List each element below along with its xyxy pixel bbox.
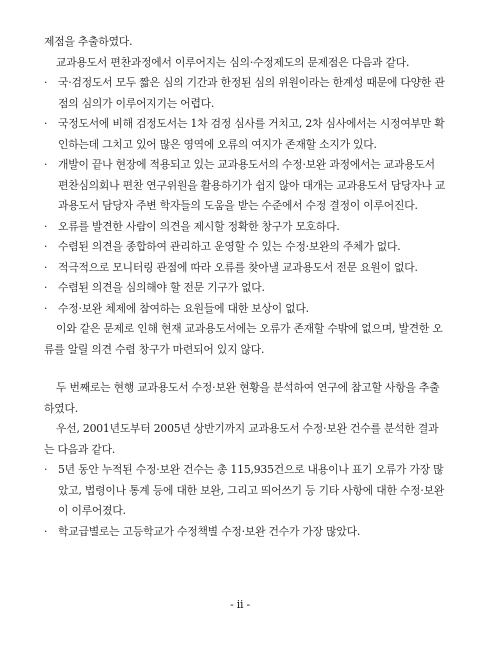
page-number: - ii -	[230, 598, 250, 611]
bullet-text: 적극적으로 모니터링 관점에 따라 오류를 찾아낼 교과용도서 전문 요원이 없다.	[58, 260, 418, 274]
bullet-icon: ·	[44, 117, 48, 130]
bullet-icon: ·	[44, 158, 48, 171]
bullet-text: 오류를 발견한 사람이 의견을 제시할 정확한 창구가 모호하다.	[58, 219, 340, 233]
bullet-text: 국정도서에 비해 검정도서는 1차 검정 심사를 거치고, 2차 심사에서는 시정여부만 확인하는데 그치고 있어 많은 영역에 오류의 여지가 존재할 소지가 있다.	[58, 117, 445, 151]
bullet-item	[44, 217, 448, 238]
bullet-icon: ·	[44, 301, 48, 315]
paragraph: 이와 같은 문제로 인해 현재 교과용도서에는 오류가 존재할 수밖에 없으며, 발견한 오류를 알릴 의견 수렴 창구가 마련되어 있지 않다.	[44, 322, 443, 356]
bullet-item	[44, 299, 448, 320]
paragraph: 우선, 2001년도부터 2005년 상반기까지 교과용도서 수정·보완 건수를 분석한 결과는 다음과 같다.	[44, 422, 439, 456]
bullet-icon: ·	[44, 240, 48, 253]
bullet-text: 국·검정도서 모두 짧은 심의 기간과 한정된 심의 위원이라는 한계성 때문에 다양한 관점의 심의가 이루어지기는 어렵다.	[58, 76, 445, 110]
bullet-icon: ·	[44, 524, 48, 538]
bullet-item	[44, 278, 448, 299]
paragraph: 교과용도서 편찬과정에서 이루어지는 심의·수정제도의 문제점은 다음과 같다.	[56, 55, 410, 69]
bullet-text: 수정·보완 체제에 참여하는 요원들에 대한 보상이 없다.	[58, 301, 309, 315]
bullet-icon: ·	[44, 219, 48, 233]
bullet-item	[44, 460, 448, 522]
section-gap	[44, 360, 448, 378]
bullet-item	[44, 73, 448, 114]
bullet-item	[44, 237, 448, 258]
bullet-text: 수렴된 의견을 심의해야 할 전문 기구가 없다.	[58, 281, 265, 294]
bullet-text: 학교급별로는 고등학교가 수정책별 수정·보완 건수가 가장 많았다.	[58, 524, 361, 538]
bullet-item	[44, 522, 448, 543]
bullet-icon: ·	[44, 260, 48, 274]
bullet-text: 수렴된 의견을 종합하여 관리하고 운영할 수 있는 수정·보완의 주체가 없다.	[58, 240, 401, 253]
bullet-item	[44, 155, 448, 217]
bullet-text: 개발이 끝나 현장에 적용되고 있는 교과용도서의 수정·보완 과정에서는 교과용도서 편찬심의회나 편찬 연구위원을 활용하기가 쉽지 않아 대개는 교과용도서 담당자나 교과용도서 담당자 주변 학자들의 도움을 받는 수준에서 수정 결정이 이루어진다.	[58, 158, 446, 212]
paragraph: 제점을 추출하였다.	[44, 35, 133, 48]
bullet-icon: ·	[44, 76, 48, 89]
bullet-icon: ·	[44, 281, 48, 294]
paragraph: 두 번째로는 현행 교과용도서 수정·보완 현황을 분석하여 연구에 참고할 사항을 추출하였다.	[44, 381, 440, 415]
bullet-icon: ·	[44, 463, 48, 476]
bullet-item	[44, 114, 448, 155]
bullet-item	[44, 258, 448, 279]
bullet-text: 5년 동안 누적된 수정·보완 건수는 총 115,935건으로 내용이나 표기 오류가 가장 많았고, 법령이나 통계 등에 대한 보완, 그리고 띄어쓰기 등 기타 사항에 대한 수정·보완이 이루어졌다.	[58, 463, 445, 517]
